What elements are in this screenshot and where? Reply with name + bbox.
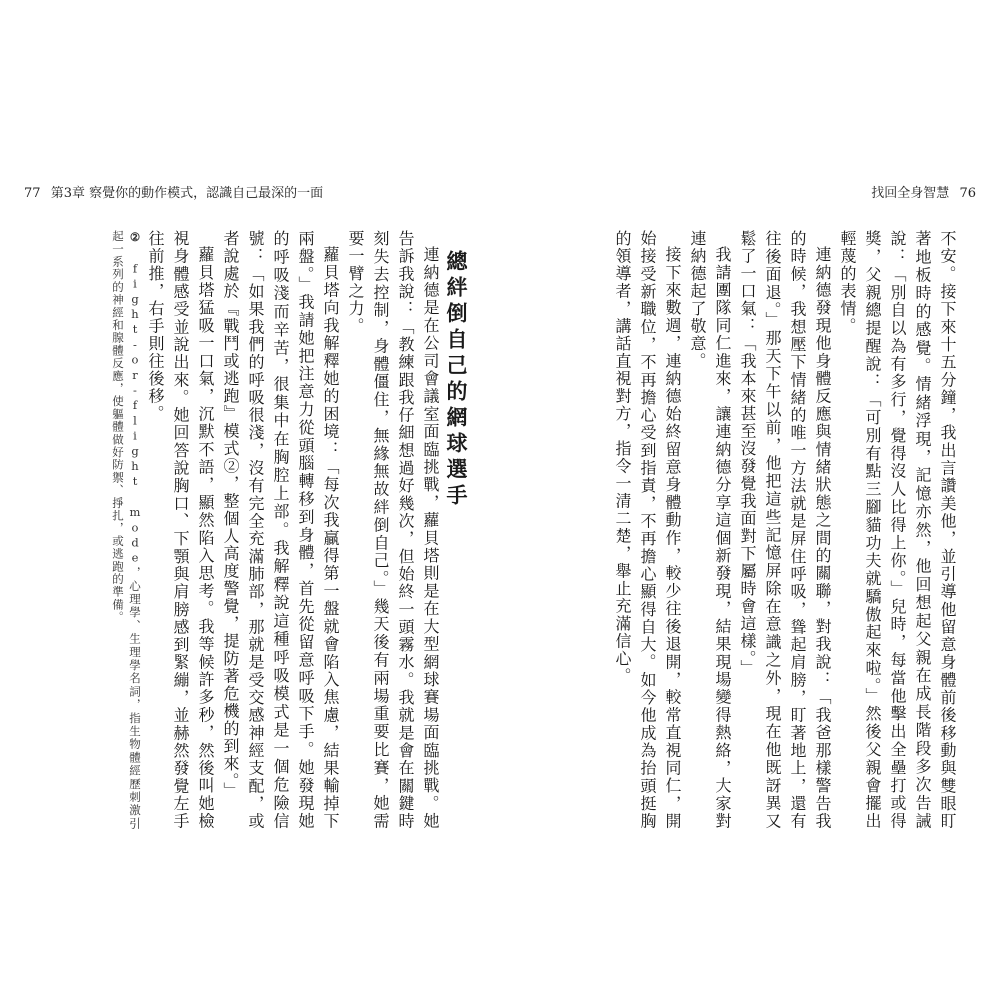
paragraph: 蘿貝塔猛吸一口氣，沉默不語，顯然陷入思考。我等候許多秒，然後叫她檢視身體感受並說出來。她回答說胸口、下顎與肩膀感到緊繃，並赫然發覺左手往前推，右手則往後移。 (146, 230, 215, 830)
left-running-head (18, 186, 323, 202)
paragraph: 我請團隊同仁進來，讓連納德分享這個新發現，結果現場變得熱絡，大家對連納德起了敬意。 (688, 230, 732, 830)
left-page-number: 77 (24, 186, 41, 201)
right-book-title: 找回全身智慧 (871, 186, 950, 201)
right-page-number: 76 (959, 186, 976, 201)
paragraph: 接下來數週，連納德始終留意身體動作，較少往後退開，較常直視同仁，開始接受新職位，不再擔心受到指責，不再擔心顯得自大。如今他成為抬頭挺胸的領導者，講話直視對方，指令一清二楚，舉止充滿信心。 (613, 230, 682, 830)
right-page-body (500, 230, 960, 830)
paragraph: 蘿貝塔向我解釋她的困境：「每次我贏得第一盤就會陷入焦慮，結果輸掉下兩盤。」我請她把注意力從頭腦轉移到身體，首先從留意呼吸下手。她發現她的呼吸淺而辛苦，很集中在胸腔上部。我解釋說這種呼吸模式是一個危險信號：「如果我們的呼吸很淺，沒有完全充滿肺部，那就是受交感神經支配，或者說處於『戰鬥或逃跑』模式②，整個人高度警覺，提防著危機的到來。」 (221, 230, 340, 830)
footnote-marker: ② (128, 230, 142, 246)
left-page-body (28, 230, 468, 830)
right-running-head (871, 186, 982, 202)
left-chapter-title: 第3章 察覺你的動作模式，認識自己最深的一面 (50, 186, 324, 201)
footnote-text: fight-or-flight mode，心理學、生理學名詞，指生物體經歷刺激引起一系列的神經和腺體反應，使軀體做好防禦、掙扎，或逃跑的準備。 (111, 230, 142, 831)
paragraph: 不安。接下來十五分鐘，我出言讚美他，並引導他留意身體前後移動與雙眼盯著地板時的感覺。情緒浮現，記憶亦然，他回想起父親在成長階段多次告誡說：「別自以為有多行，覺得沒人比得上你。」兒時，每當他擊出全壘打或得獎，父親總提醒說：「可別有點三腳貓功夫就驕傲起來啦。」然後父親會擺出輕蔑的表情。 (838, 230, 957, 830)
paragraph: 連納德是在公司會議室面臨挑戰，蘿貝塔則是在大型網球賽場面臨挑戰。她告訴我說：「教練跟我仔細想過好幾次，但始終一頭霧水。我就是會在關鍵時刻失去控制，身體僵住，無緣無故絆倒自己。」幾天後有兩場重要比賽，她需要一臂之力。 (346, 230, 440, 830)
section-title: 總絆倒自己的網球選手 (444, 250, 468, 510)
paragraph: 連納德發現他身體反應與情緒狀態之間的關聯，對我說：「我爸那樣警告我的時候，我想壓下情緒的唯一方法就是屏住呼吸，聳起肩膀，盯著地上，還有往後面退。」那天下午以前，他把這些記憶屏除在意識之外，現在他既訝異又鬆了一口氣：「我本來甚至沒發覺我面對下屬時會這樣。」 (738, 230, 832, 830)
footnote (109, 230, 143, 830)
